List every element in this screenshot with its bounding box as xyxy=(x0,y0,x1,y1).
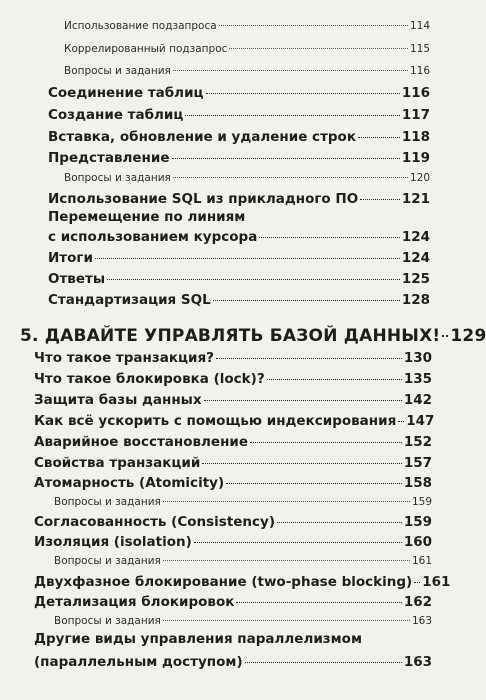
toc-chapter-page: 129 xyxy=(450,326,486,346)
toc-entry-title: Аварийное восстановление xyxy=(34,434,249,450)
toc-leader-dots xyxy=(213,300,400,301)
toc-leader-dots xyxy=(107,279,400,280)
toc-entry-title: Изоляция (isolation) xyxy=(34,534,192,550)
toc-entry-title: Детализация блокировок xyxy=(34,594,235,610)
toc-entry-title: Создание таблиц xyxy=(48,107,184,123)
toc-entry-title: Вопросы и задания xyxy=(54,615,161,627)
toc-entry-page: 158 xyxy=(403,475,432,491)
toc-entry-title: (параллельным доступом) xyxy=(34,654,243,670)
toc-entry xyxy=(34,371,432,387)
toc-entry-page: 121 xyxy=(401,191,430,207)
toc-entry-page: 152 xyxy=(403,434,432,450)
toc-leader-dots xyxy=(219,25,408,26)
toc-entry xyxy=(64,172,430,184)
toc-entry-title: Использование подзапроса xyxy=(64,20,217,32)
toc-leader-dots xyxy=(216,358,402,359)
toc-entry-title: Вопросы и задания xyxy=(54,496,161,508)
toc-entry xyxy=(34,594,432,610)
toc-leader-dots xyxy=(163,501,410,502)
toc-entry-page: 135 xyxy=(403,371,432,387)
toc-entry-page: 120 xyxy=(409,172,430,184)
toc-entry-page: 159 xyxy=(411,496,432,508)
toc-entry-title: Ответы xyxy=(48,271,106,287)
toc-entry-page: 117 xyxy=(401,107,430,123)
toc-leader-dots xyxy=(185,115,399,116)
toc-entry-page: 124 xyxy=(401,250,430,266)
toc-leader-dots xyxy=(245,662,402,663)
toc-entry-title: Двухфазное блокирование (two-phase blocking) xyxy=(34,574,413,590)
toc-entry xyxy=(34,574,451,590)
toc-entry-page: 128 xyxy=(401,292,430,308)
toc-leader-dots xyxy=(442,335,448,337)
toc-leader-dots xyxy=(226,483,402,484)
toc-entry-title: Вставка, обновление и удаление строк xyxy=(48,129,356,145)
toc-entry xyxy=(48,191,430,207)
toc-entry-page: 142 xyxy=(403,392,432,408)
toc-entry-title: Как всё ускорить с помощью индексирования xyxy=(34,413,397,429)
toc-entry-title: Атомарность (Atomicity) xyxy=(34,475,225,491)
toc-entry-title: Свойства транзакций xyxy=(34,455,201,471)
toc-leader-dots xyxy=(172,158,400,159)
toc-entry xyxy=(34,534,432,550)
toc-entry-page: 130 xyxy=(403,350,432,366)
toc-entry xyxy=(34,434,432,450)
toc-entry-page: 114 xyxy=(409,20,430,32)
toc-leader-dots xyxy=(414,582,420,583)
toc-entry-title: Что такое блокировка (lock)? xyxy=(34,371,265,387)
toc-entry-page: 160 xyxy=(403,534,432,550)
toc-leader-dots xyxy=(250,442,402,443)
toc-entry xyxy=(34,475,432,491)
toc-entry-title: Представление xyxy=(48,150,170,166)
toc-entry-page: 159 xyxy=(403,514,432,530)
toc-entry-title: Что такое транзакция? xyxy=(34,350,214,366)
toc-leader-dots xyxy=(398,421,404,422)
toc-leader-dots xyxy=(259,237,399,238)
toc-entry-page: 162 xyxy=(403,594,432,610)
toc-chapter-title: 5. ДАВАЙТЕ УПРАВЛЯТЬ БАЗОЙ ДАННЫХ! xyxy=(20,326,441,346)
toc-leader-dots xyxy=(277,522,402,523)
toc-entry xyxy=(48,85,430,101)
toc-entry xyxy=(34,413,435,429)
toc-entry-title: Согласованность (Consistency) xyxy=(34,514,276,530)
toc-entry-page: 161 xyxy=(422,574,451,590)
toc-leader-dots xyxy=(95,258,400,259)
toc-entry-title: Вопросы и задания xyxy=(64,172,171,184)
toc-entry xyxy=(34,455,432,471)
toc-entry xyxy=(64,43,430,55)
toc-entry-page: 157 xyxy=(403,455,432,471)
toc-entry xyxy=(34,514,432,530)
toc-chapter-heading xyxy=(20,326,486,346)
toc-entry xyxy=(64,20,430,32)
toc-entry-title-line1: Другие виды управления параллелизмом xyxy=(34,631,362,647)
toc-entry-page: 116 xyxy=(409,65,430,77)
toc-entry-title-line1: Перемещение по линиям xyxy=(48,209,246,225)
toc-entry xyxy=(48,250,430,266)
toc-entry-title: с использованием курсора xyxy=(48,229,258,245)
toc-entry-title: Защита базы данных xyxy=(34,392,202,408)
toc-leader-dots xyxy=(229,48,408,49)
toc-entry-title: Коррелированный подзапрос xyxy=(64,43,228,55)
toc-entry xyxy=(34,350,432,366)
toc-leader-dots xyxy=(194,542,402,543)
toc-leader-dots xyxy=(204,400,402,401)
toc-entry xyxy=(48,107,430,123)
toc-leader-dots xyxy=(236,602,401,603)
toc-entry-title: Вопросы и задания xyxy=(64,65,171,77)
toc-entry-page: 163 xyxy=(411,615,432,627)
toc-entry xyxy=(48,292,430,308)
toc-entry-page: 116 xyxy=(401,85,430,101)
toc-leader-dots xyxy=(163,560,410,561)
toc-entry-page: 125 xyxy=(401,271,430,287)
toc-entry xyxy=(54,555,432,567)
toc-leader-dots xyxy=(173,177,408,178)
toc-leader-dots xyxy=(267,379,402,380)
toc-entry-page: 124 xyxy=(401,229,430,245)
toc-entry-title: Использование SQL из прикладного ПО xyxy=(48,191,359,207)
toc-leader-dots xyxy=(360,199,400,200)
toc-entry xyxy=(54,615,432,627)
toc-entry xyxy=(48,271,430,287)
toc-leader-dots xyxy=(206,93,400,94)
toc-entry xyxy=(54,496,432,508)
toc-entry-title: Вопросы и задания xyxy=(54,555,161,567)
toc-leader-dots xyxy=(173,70,408,71)
toc-entry-page: 147 xyxy=(406,413,435,429)
toc-entry-page: 115 xyxy=(409,43,430,55)
toc-leader-dots xyxy=(358,137,400,138)
toc-entry xyxy=(48,150,430,166)
toc-entry xyxy=(48,129,430,145)
toc-leader-dots xyxy=(202,463,401,464)
toc-entry xyxy=(34,654,432,670)
toc-entry xyxy=(48,229,430,245)
toc-entry-page: 119 xyxy=(401,150,430,166)
toc-leader-dots xyxy=(163,620,410,621)
toc-entry-page: 161 xyxy=(411,555,432,567)
toc-entry-title: Стандартизация SQL xyxy=(48,292,211,308)
toc-entry-title: Соединение таблиц xyxy=(48,85,204,101)
toc-entry xyxy=(64,65,430,77)
toc-entry-page: 118 xyxy=(401,129,430,145)
toc-entry-page: 163 xyxy=(403,654,432,670)
toc-entry-title: Итоги xyxy=(48,250,93,266)
toc-entry xyxy=(34,392,432,408)
